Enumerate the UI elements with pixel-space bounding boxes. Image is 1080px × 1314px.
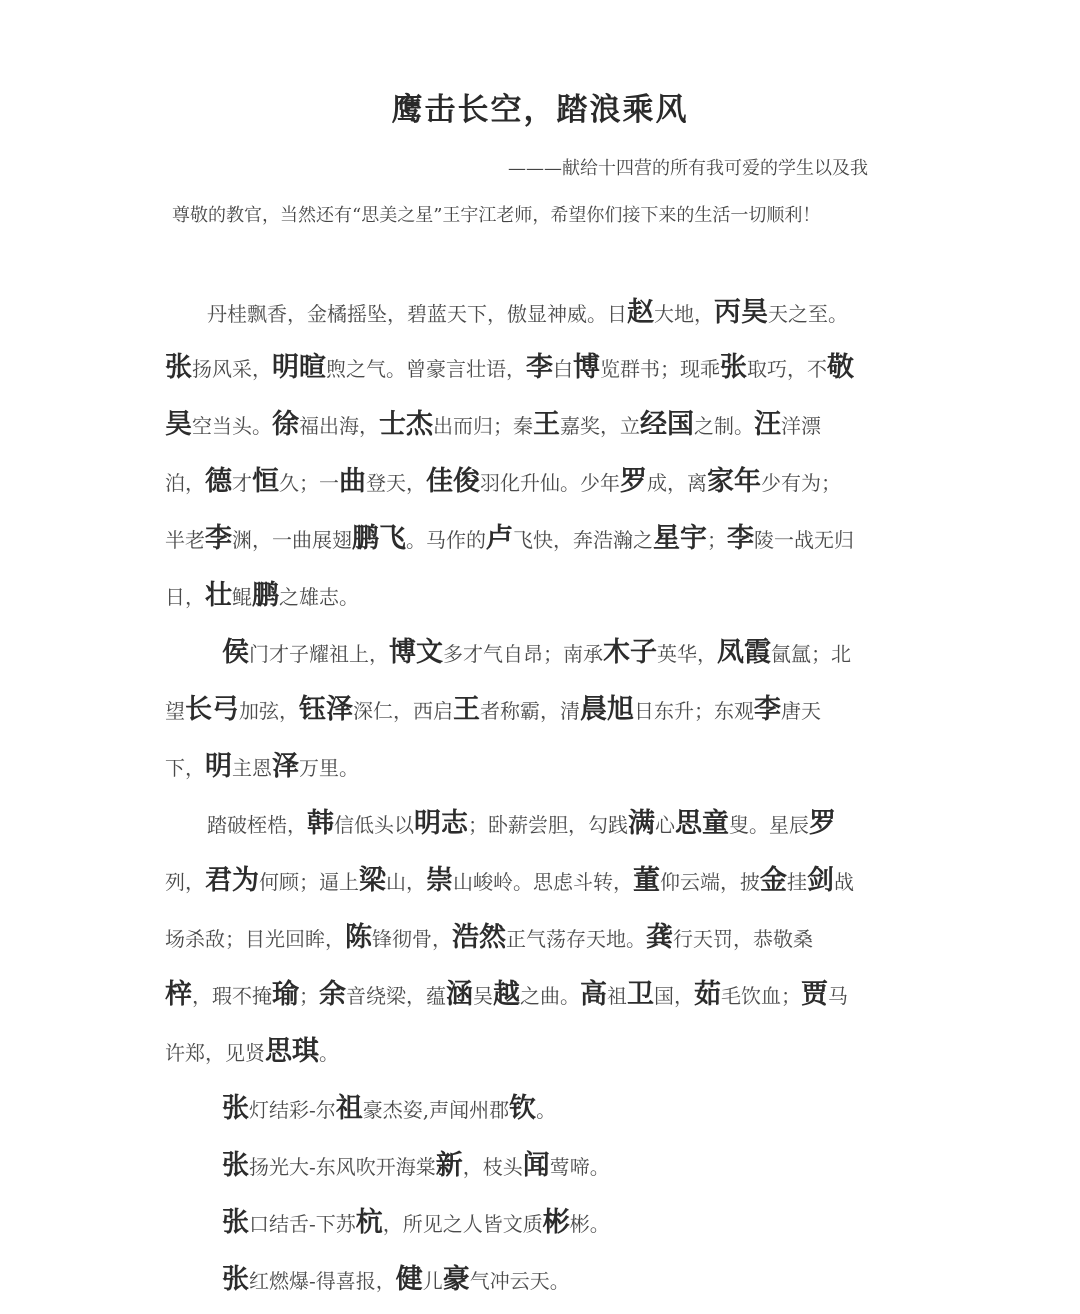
highlighted-name-char: 崇	[426, 865, 453, 896]
text-segment: 久；一	[279, 471, 339, 495]
poem-line	[207, 290, 848, 329]
highlighted-name-char: 卢	[486, 523, 513, 554]
highlighted-name-char: 昊	[165, 409, 192, 440]
highlighted-name-char: 金	[760, 865, 787, 896]
highlighted-name-char: 张	[720, 352, 747, 383]
text-segment: 许郑，见贤	[165, 1041, 265, 1065]
highlighted-name-char: 张	[165, 352, 192, 383]
text-segment: 列，	[165, 870, 205, 894]
highlighted-name-char: 侯	[222, 637, 249, 668]
highlighted-name-char: 王	[453, 694, 480, 725]
text-segment: 祖	[607, 984, 627, 1008]
text-segment: 煦之气。曾豪言壮语，	[326, 357, 526, 381]
text-segment: 山峻岭。思虑斗转，	[453, 870, 633, 894]
text-segment: 仰云端，披	[660, 870, 760, 894]
highlighted-name-char: 丙昊	[714, 297, 768, 328]
text-segment: 白	[553, 357, 573, 381]
highlighted-name-char: 敬	[827, 352, 854, 383]
text-segment: 豪杰姿,声闻州郡	[362, 1098, 510, 1122]
highlighted-name-char: 张	[222, 1207, 249, 1238]
highlighted-name-char: 茹	[694, 979, 721, 1010]
poem-line	[165, 516, 854, 555]
text-segment: ；	[707, 528, 727, 552]
highlighted-name-char: 罗	[809, 808, 836, 839]
text-segment: 成，离	[647, 471, 707, 495]
text-segment: 少有为；	[761, 471, 841, 495]
poem-line	[165, 972, 848, 1011]
highlighted-name-char: 李	[205, 523, 232, 554]
text-segment: ，瑕不掩	[192, 984, 272, 1008]
highlighted-name-char: 祖	[335, 1093, 363, 1124]
text-segment: 氤氲；北	[771, 642, 851, 666]
text-segment: ；卧薪尝胆，勾践	[468, 813, 628, 837]
poem-line	[165, 744, 359, 783]
highlighted-name-char: 木子	[603, 637, 657, 668]
text-segment: 望	[165, 699, 185, 723]
text-segment: 山，	[386, 870, 426, 894]
highlighted-name-char: 鹏	[252, 580, 279, 611]
text-segment: 者称霸，清	[480, 699, 580, 723]
text-segment: 何顾；逼上	[259, 870, 359, 894]
highlighted-name-char: 彬	[542, 1207, 570, 1238]
highlighted-name-char: 思琪	[265, 1036, 319, 1067]
text-segment: 彬。	[569, 1212, 610, 1236]
highlighted-name-char: 剑	[807, 865, 834, 896]
poem-line	[222, 1257, 570, 1296]
highlighted-name-char: 明	[205, 751, 232, 782]
text-segment: 扬风采，	[192, 357, 272, 381]
highlighted-name-char: 张	[222, 1264, 249, 1295]
highlighted-name-char: 徐	[272, 409, 299, 440]
text-segment: 口结舌-下苏	[249, 1212, 356, 1236]
highlighted-name-char: 明暄	[272, 352, 326, 383]
text-segment: 万里。	[299, 756, 359, 780]
text-segment: 气冲云天。	[469, 1269, 570, 1293]
text-segment: 红燃爆-得喜报，	[249, 1269, 396, 1293]
text-segment: 英华，	[657, 642, 717, 666]
highlighted-name-char: 汪	[754, 409, 781, 440]
text-segment: 深仁，西启	[353, 699, 453, 723]
text-segment: 下，	[165, 756, 205, 780]
text-segment: 陵一战无归	[754, 528, 854, 552]
highlighted-name-char: 龚	[646, 922, 673, 953]
highlighted-name-char: 钰泽	[299, 694, 353, 725]
page-title: 鹰击长空，踏浪乘风	[391, 92, 689, 128]
highlighted-name-char: 梁	[359, 865, 386, 896]
text-segment: 加弦，	[239, 699, 299, 723]
text-segment: 日东升；东观	[634, 699, 754, 723]
highlighted-name-char: 经国	[640, 409, 694, 440]
text-segment: 之制。	[694, 414, 754, 438]
text-segment: 主恩	[232, 756, 272, 780]
text-segment: 音绕梁，蕴	[346, 984, 446, 1008]
highlighted-name-char: 瑜	[272, 979, 299, 1010]
text-segment: 锋彻骨，	[372, 927, 452, 951]
highlighted-name-char: 涵	[446, 979, 473, 1010]
highlighted-name-char: 张	[222, 1093, 249, 1124]
text-segment: ；	[299, 984, 319, 1008]
text-segment: 场杀敌；目光回眸，	[165, 927, 345, 951]
text-segment: ，枝头	[462, 1155, 523, 1179]
highlighted-name-char: 恒	[252, 466, 279, 497]
highlighted-name-char: 长弓	[185, 694, 239, 725]
highlighted-name-char: 陈	[345, 922, 372, 953]
text-segment: 吴	[473, 984, 493, 1008]
text-segment: 之曲。	[520, 984, 580, 1008]
poem-line	[222, 1143, 610, 1182]
highlighted-name-char: 君为	[205, 865, 259, 896]
highlighted-name-char: 豪	[442, 1264, 470, 1295]
highlighted-name-char: 家年	[707, 466, 761, 497]
text-segment: ，所见之人皆文质	[382, 1212, 543, 1236]
highlighted-name-char: 鹏飞	[352, 523, 406, 554]
poem-line	[222, 1086, 556, 1125]
text-segment: 踏破桎梏，	[207, 813, 307, 837]
highlighted-name-char: 满	[628, 808, 655, 839]
poem-line	[165, 459, 841, 498]
highlighted-name-char: 浩然	[452, 922, 506, 953]
highlighted-name-char: 凤霞	[717, 637, 771, 668]
poem-line	[165, 573, 359, 612]
highlighted-name-char: 杭	[355, 1207, 383, 1238]
dedication-line-2: 尊敬的教官，当然还有“思美之星”王宇江老师，希望你们接下来的生活一切顺利！	[172, 205, 821, 226]
highlighted-name-char: 韩	[307, 808, 334, 839]
highlighted-name-char: 罗	[620, 466, 647, 497]
highlighted-name-char: 壮	[205, 580, 232, 611]
highlighted-name-char: 博	[573, 352, 600, 383]
text-segment: 大地，	[654, 302, 714, 326]
highlighted-name-char: 健	[395, 1264, 423, 1295]
text-segment: 天之至。	[768, 302, 848, 326]
text-segment: 览群书；现乖	[600, 357, 720, 381]
highlighted-name-char: 李	[754, 694, 781, 725]
text-segment: 叟。星辰	[729, 813, 809, 837]
poem-line	[165, 402, 821, 441]
text-segment: 飞快，奔浩瀚之	[513, 528, 653, 552]
text-segment: 丹桂飘香，金橘摇坠，碧蓝天下，傲显神威。日	[207, 302, 627, 326]
text-segment: 洋漂	[781, 414, 821, 438]
text-segment: 才	[232, 471, 252, 495]
text-segment: 鲲	[232, 585, 252, 609]
poem-line	[165, 858, 854, 897]
highlighted-name-char: 李	[727, 523, 754, 554]
highlighted-name-char: 博文	[389, 637, 443, 668]
text-segment: 挂	[787, 870, 807, 894]
text-segment: 行天罚，恭敬桑	[673, 927, 813, 951]
highlighted-name-char: 张	[222, 1150, 249, 1181]
text-segment: 毛饮血；	[721, 984, 801, 1008]
highlighted-name-char: 晨旭	[580, 694, 634, 725]
text-segment: 。马作的	[406, 528, 486, 552]
text-segment: 嘉奖，立	[560, 414, 640, 438]
highlighted-name-char: 卫	[627, 979, 654, 1010]
text-segment: 正气荡存天地。	[506, 927, 646, 951]
text-segment: 泊，	[165, 471, 205, 495]
text-segment: 之雄志。	[279, 585, 359, 609]
text-segment: 日，	[165, 585, 205, 609]
text-segment: 羽化升仙。少年	[480, 471, 620, 495]
highlighted-name-char: 士杰	[379, 409, 433, 440]
text-segment: 渊，一曲展翅	[232, 528, 352, 552]
poem-line	[207, 801, 836, 840]
text-segment: 唐天	[781, 699, 821, 723]
highlighted-name-char: 新	[435, 1150, 463, 1181]
highlighted-name-char: 余	[319, 979, 346, 1010]
poem-line	[222, 1200, 610, 1239]
poem-line	[165, 1029, 339, 1068]
highlighted-name-char: 高	[580, 979, 607, 1010]
highlighted-name-char: 泽	[272, 751, 299, 782]
highlighted-name-char: 赵	[627, 297, 654, 328]
poem-line	[222, 630, 851, 669]
dedication-line-1: ———献给十四营的所有我可爱的学生以及我	[508, 158, 868, 179]
text-segment: 。	[536, 1098, 557, 1122]
text-segment: 心	[655, 813, 675, 837]
text-segment: 多才气自昂；南承	[443, 642, 603, 666]
text-segment: 马	[828, 984, 848, 1008]
highlighted-name-char: 梓	[165, 979, 192, 1010]
highlighted-name-char: 明志	[414, 808, 468, 839]
highlighted-name-char: 越	[493, 979, 520, 1010]
poem-line	[165, 345, 854, 384]
poem-line	[165, 915, 813, 954]
text-segment: 取巧，不	[747, 357, 827, 381]
highlighted-name-char: 佳俊	[426, 466, 480, 497]
poem-line	[165, 687, 821, 726]
highlighted-name-char: 星宇	[653, 523, 707, 554]
highlighted-name-char: 董	[633, 865, 660, 896]
highlighted-name-char: 贾	[801, 979, 828, 1010]
text-segment: 战	[834, 870, 854, 894]
text-segment: 登天，	[366, 471, 426, 495]
text-segment: 出而归；秦	[433, 414, 533, 438]
text-segment: 扬光大-东风吹开海棠	[249, 1155, 436, 1179]
text-segment: 福出海，	[299, 414, 379, 438]
text-segment: 儿	[422, 1269, 443, 1293]
highlighted-name-char: 曲	[339, 466, 366, 497]
text-segment: 。	[319, 1041, 339, 1065]
highlighted-name-char: 钦	[509, 1093, 537, 1124]
highlighted-name-char: 李	[526, 352, 553, 383]
text-segment: 空当头。	[192, 414, 272, 438]
text-segment: 信低头以	[334, 813, 414, 837]
highlighted-name-char: 思童	[675, 808, 729, 839]
text-segment: 半老	[165, 528, 205, 552]
text-segment: 灯结彩-尔	[249, 1098, 336, 1122]
highlighted-name-char: 闻	[522, 1150, 550, 1181]
text-segment: 莺啼。	[549, 1155, 610, 1179]
highlighted-name-char: 王	[533, 409, 560, 440]
highlighted-name-char: 德	[205, 466, 232, 497]
text-segment: 国，	[654, 984, 694, 1008]
text-segment: 门才子耀祖上，	[249, 642, 389, 666]
